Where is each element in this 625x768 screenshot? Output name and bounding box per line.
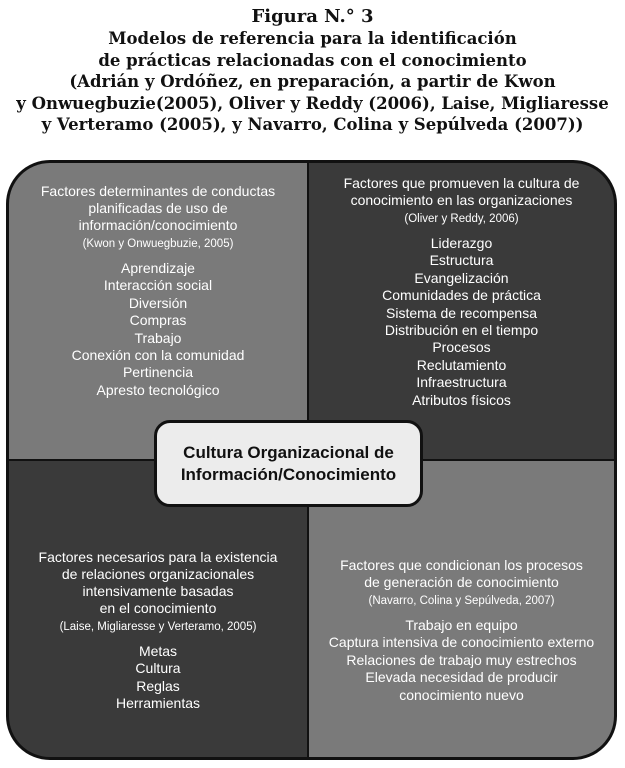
quadrant-heading (309, 175, 614, 209)
list-item: Procesos (432, 339, 491, 356)
list-item: Sistema de recompensa (386, 304, 537, 321)
list-item: Diversión (128, 294, 188, 311)
list-item: Captura intensiva de conocimiento externo (328, 634, 595, 651)
quadrant-top-right (309, 163, 614, 459)
list-item: Liderazgo (430, 235, 493, 251)
list-item: Apresto tecnológico (96, 381, 220, 398)
quadrant-heading (9, 183, 307, 234)
list-item: Elevada necesidad de producir (365, 669, 558, 686)
figure-caption (0, 6, 625, 136)
caption-line: y Verteramo (2005), y Navarro, Colina y Sepúlveda (2007)) (41, 115, 584, 134)
caption-line: y Onwuegbuzie(2005), Oliver y Reddy (2006), Laise, Migliaresse (16, 93, 609, 113)
factor-list (9, 643, 307, 713)
heading-line: de generación de conocimiento (364, 574, 559, 590)
quadrant-source: (Kwon y Onwuegbuzie, 2005) (82, 238, 234, 250)
list-item: Aprendizaje (121, 260, 195, 276)
list-item: Atributos físicos (412, 391, 511, 408)
heading-line: Factores que condicionan los procesos (340, 557, 583, 573)
list-item: Evangelización (414, 269, 509, 286)
list-item: Distribución en el tiempo (384, 322, 539, 339)
factor-list (309, 617, 614, 704)
caption-line: Modelos de referencia para la identificación (108, 29, 517, 48)
quadrant-source: (Navarro, Colina y Sepúlveda, 2007) (368, 595, 555, 607)
quadrant-diagram (6, 160, 617, 760)
list-item: Reglas (136, 677, 180, 694)
list-item: Pertinencia (122, 364, 194, 381)
quadrant-heading (309, 557, 614, 591)
list-item: Comunidades de práctica (382, 287, 541, 304)
quadrant-top-left (9, 163, 307, 459)
list-item: Estructura (429, 252, 494, 269)
center-title-line: Información/Conocimiento (180, 464, 397, 484)
list-item: conocimiento nuevo (399, 686, 524, 703)
heading-line: en el conocimiento (99, 600, 217, 616)
caption-line: (Adrián y Ordóñez, en preparación, a partir de Kwon (69, 72, 556, 91)
heading-line: información/conocimiento (78, 217, 238, 233)
quadrant-source: (Laise, Migliaresse y Verteramo, 2005) (59, 621, 257, 633)
list-item: Interacción social (103, 277, 213, 294)
heading-line: conocimiento en las organizaciones (350, 192, 573, 208)
caption-line: de prácticas relacionadas con el conocimiento (98, 50, 527, 70)
heading-line: planificadas de uso de (88, 200, 228, 216)
list-item: Infraestructura (416, 374, 507, 391)
list-item: Trabajo (134, 329, 182, 346)
figure-number: Figura N.° 3 (251, 6, 374, 27)
list-item: Cultura (135, 660, 181, 677)
list-item: Trabajo en equipo (405, 617, 518, 633)
center-title-line: Cultura Organizacional de (183, 442, 394, 462)
heading-line: Factores determinantes de conductas (40, 183, 276, 199)
list-item: Reclutamiento (416, 356, 507, 373)
list-item: Conexión con la comunidad (71, 347, 245, 364)
heading-line: de relaciones organizacionales (61, 566, 255, 582)
factor-list (309, 235, 614, 409)
quadrant-heading (9, 549, 307, 617)
list-item: Metas (138, 643, 178, 659)
heading-line: Factores que promueven la cultura de (343, 175, 580, 191)
heading-line: Factores necesarios para la existencia (38, 549, 278, 565)
quadrant-source: (Oliver y Reddy, 2006) (404, 213, 519, 225)
list-item: Compras (129, 312, 187, 329)
list-item: Herramientas (115, 695, 201, 712)
heading-line: intensivamente basadas (82, 583, 234, 599)
factor-list (9, 260, 307, 399)
list-item: Relaciones de trabajo muy estrechos (346, 651, 577, 668)
center-concept-box (154, 420, 423, 507)
